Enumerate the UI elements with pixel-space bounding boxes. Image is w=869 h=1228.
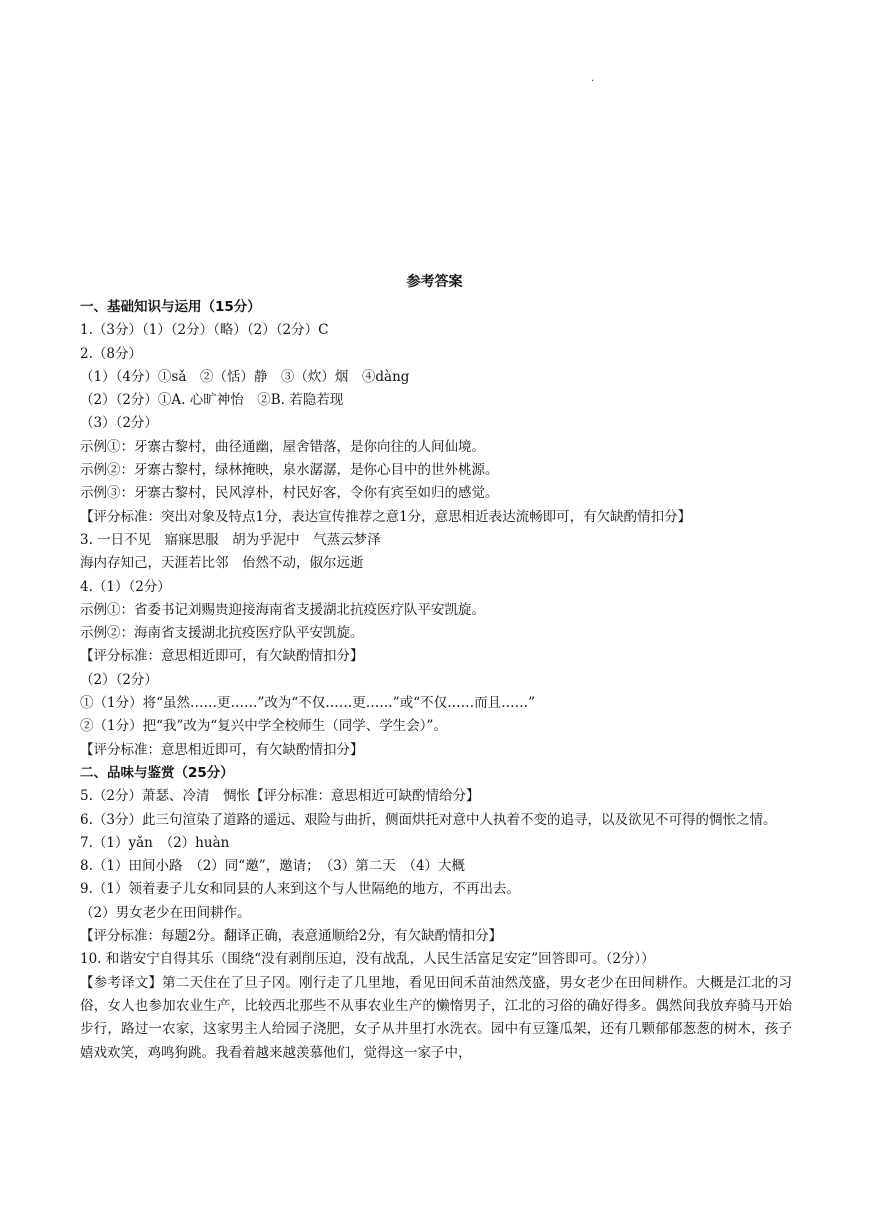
answer-line: 【评分标准：意思相近即可，有欠缺酌情扣分】 (80, 648, 364, 665)
answer-line: 示例①：牙寨古黎村，曲径通幽，屋舍错落，是你向往的人间仙境。 (80, 438, 485, 455)
answer-line: ②（1分）把“我”改为“复兴中学全校师生（同学、学生会）”。 (80, 718, 447, 735)
page-title: 参考答案 (406, 274, 463, 290)
page-dot: · (591, 76, 595, 87)
section-heading: 二、品味与鉴赏（25分） (80, 764, 234, 781)
answer-line: 5.（2分）萧瑟、冷清 惆怅【评分标准：意思相近可缺酌情给分】 (80, 788, 480, 805)
answer-line: ①（1分）将“虽然……更……”改为“不仅……更……”或“不仅……而且……” (80, 695, 535, 712)
answer-line: 7.（1）yǎn （2）huàn (80, 834, 230, 851)
answer-line: 10. 和谐安宁自得其乐（围绕“没有剥削压迫，没有战乱，人民生活富足安定”回答即可。（2分）） (80, 951, 655, 968)
answer-line: （1）（4分）①sǎ ②（恬）静 ③（炊）烟 ④dàng (80, 368, 410, 385)
answer-line: 9.（1）领着妻子儿女和同县的人来到这个与人世隔绝的地方，不再出去。 (80, 881, 520, 898)
answer-line: 2.（8分） (80, 345, 142, 362)
answer-line: 1.（3分）（1）（2分）（略）（2）（2分）C (80, 322, 329, 339)
answer-line: 海内存知己，天涯若比邻 佁然不动，俶尔远逝 (80, 555, 364, 572)
answer-line: 示例①：省委书记刘赐贵迎接海南省支援湖北抗疫医疗队平安凯旋。 (80, 601, 485, 618)
section-heading: 一、基础知识与运用（15分） (80, 299, 261, 315)
answer-line: 示例②：海南省支援湖北抗疫医疗队平安凯旋。 (80, 625, 364, 642)
answer-line: （2）（2分）①A. 心旷神怡 ②B. 若隐若现 (80, 392, 344, 409)
answer-line: 【评分标准：意思相近即可，有欠缺酌情扣分】 (80, 741, 364, 758)
answer-line: 6.（3分）此三句渲染了道路的遥远、艰险与曲折，侧面烘托对意中人执着不变的追寻，以及欲见不可得的惆怅之情。 (80, 811, 777, 828)
answer-line: 【评分标准：每题2分。翻译正确，表意通顺给2分，有欠缺酌情扣分】 (80, 928, 503, 945)
answer-line: （2）男女老少在田间耕作。 (80, 904, 251, 921)
answer-line: 4.（1）（2分） (80, 578, 171, 595)
answer-line: 3. 一日不见 寤寐思服 胡为乎泥中 气蒸云梦泽 (80, 531, 381, 548)
answer-line: 【参考译文】第二天住在了旦子冈。刚行走了几里地，看见田间禾苗油然茂盛，男女老少在田间耕作。大概是江北的习俗，女人也参加农业生产，比较西北那些不从事农业生产的懒惰男子，江北的习俗的确好得多。偶然间我放弃骑马开始步行，路过一农家，这家男主人给园子浇肥，女子从井里打水洗衣。园中有豆篷瓜架，还有几颗郁郁葱葱的树木，孩子嬉戏欢笑，鸡鸣狗跳。我看着越来越羡慕他们，觉得这一家子中， (80, 974, 792, 1061)
answer-line: （3）（2分） (80, 415, 158, 432)
answer-line: （2）（2分） (80, 671, 158, 688)
answer-line: 【评分标准：突出对象及特点1分，表达宣传推荐之意1分，意思相近表达流畅即可，有欠缺酌情扣分】 (80, 508, 692, 525)
answer-line: 8.（1）田间小路 （2）同“邀”，邀请； （3）第二天 （4）大概 (80, 858, 466, 875)
answer-line: 示例②：牙寨古黎村，绿林掩映，泉水潺潺，是你心目中的世外桃源。 (80, 462, 499, 479)
answer-content (80, 296, 792, 1065)
answer-line: 示例③：牙寨古黎村，民风淳朴，村民好客，令你有宾至如归的感觉。 (80, 485, 499, 502)
